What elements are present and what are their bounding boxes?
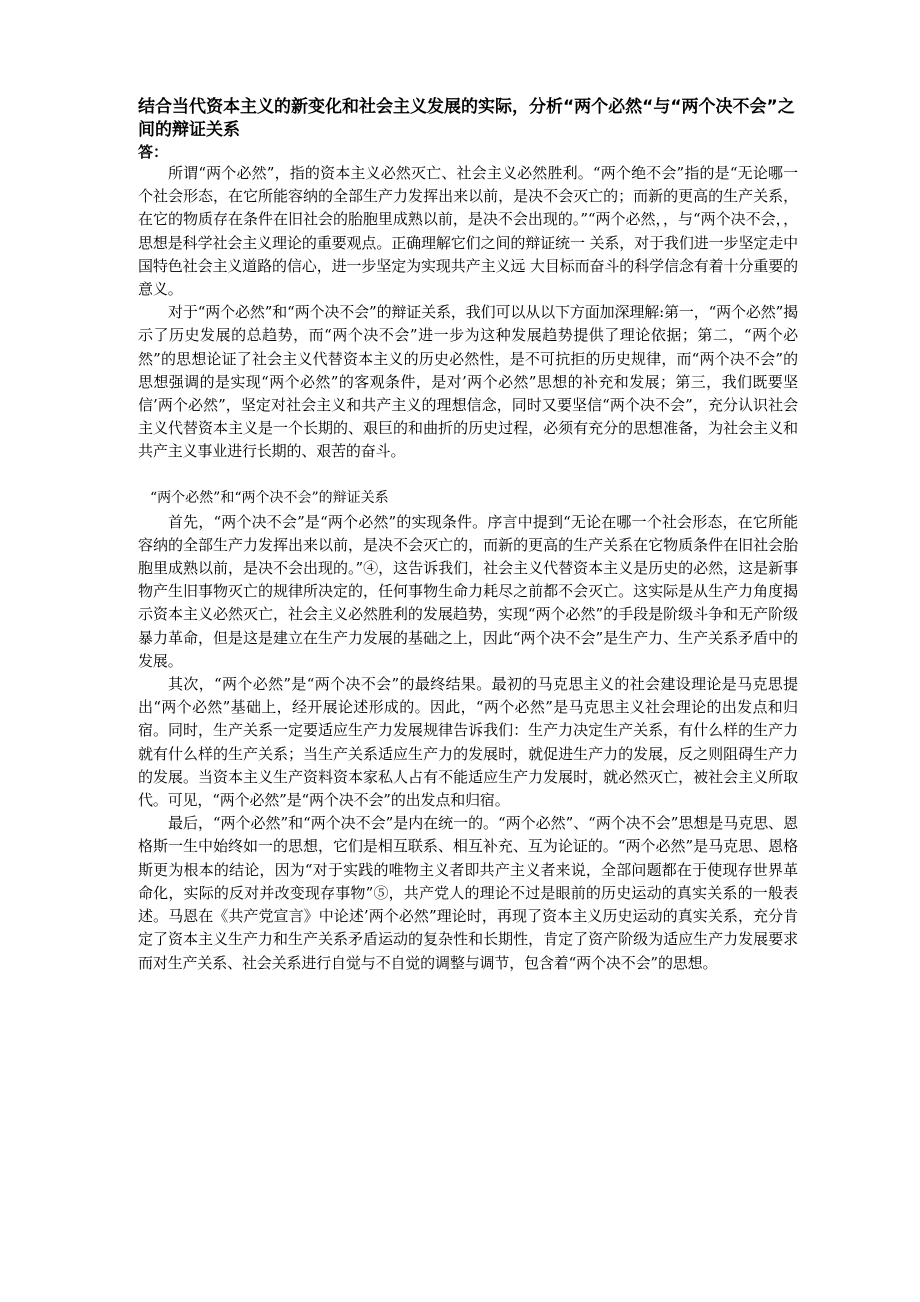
section-gap bbox=[138, 464, 798, 487]
answer-paragraph-2: 对于“两个必然”和“两个决不会”的辩证关系，我们可以从以下方面加深理解:第一，“两个必然”揭示了历史发展的总趋势，而“两个决不会”进一步为这种发展趋势提供了理论依据；第二，“两个必然”的思想论证了社会主义代替资本主义的历史必然性，是不可抗拒的历史规律，而“两个决不会”的思想强调的是实现“两个必然”的客观条件，是对’两个必然”思想的补充和发展；第三，我们既要坚信’两个必然”，坚定对社会主义和共产主义的理想信念，同时又要坚信“两个决不会”，充分认识社会主义代替资本主义是一个长期的、艰巨的和曲折的历史过程，必须有充分的思想准备，为社会主义和共产主义事业进行长期的、艰苦的奋斗。 bbox=[138, 303, 798, 461]
section-paragraph-1: 首先，“两个决不会”是“两个必然”的实现条件。序言中提到“无论在哪一个社会形态，在它所能容纳的全部生产力发挥出来以前，是决不会灭亡的，而新的更高的生产关系在它物质条件在旧社会胎胞里成熟以前，是决不会出现的。”④，这告诉我们，社会主义代替资本主义是历史的必然，这是新事物产生旧事物灭亡的规律所决定的，任何事物生命力耗尽之前都不会灭亡。这实际是从生产力角度揭示资本主义必然灭亡，社会主义必然胜利的发展趋势，实现“两个必然”的手段是阶级斗争和无产阶级暴力革命，但是这是建立在生产力发展的基础之上，因此“两个决不会”是生产力、生产关系矛盾中的发展。 bbox=[138, 512, 798, 670]
section-paragraph-2: 其次，“两个必然”是“两个决不会”的最终结果。最初的马克思主义的社会建设理论是马克思提出“两个必然”基础上，经开展论述形成的。因此，“两个必然”是马克思主义社会理论的出发点和归宿。同时，生产关系一定要适应生产力发展规律告诉我们：生产力决定生产关系，有什么样的生产力就有什么样的生产关系；当生产关系适应生产力的发展时，就促进生产力的发展，反之则阻碍生产力的发展。当资本主义生产资料资本家私人占有不能适应生产力发展时，就必然灭亡，被社会主义所取代。可见，“两个必然”是“两个决不会”的出发点和归宿。 bbox=[138, 675, 798, 810]
section-paragraph-3: 最后，“两个必然”和“两个决不会”是内在统一的。“两个必然”、“两个决不会”思想是马克思、恩格斯一生中始终如一的思想，它们是相互联系、相互补充、互为论证的。“两个必然”是马克思、恩格斯更为根本的结论，因为“对于实践的唯物主义者即共产主义者来说，全部问题都在于使现存世界革命化，实际的反对并改变现存事物”⑤，共产党人的理论不过是眼前的历史运动的真实关系的一般表述。马恩在《共产党宣言》中论述’两个必然”理论时，再现了资本主义历史运动的真实关系，充分肯定了资本主义生产力和生产关系矛盾运动的复杂性和长期性，肯定了资产阶级为适应生产力发展要求而对生产关系、社会关系进行自觉与不自觉的调整与调节，包含着“两个决不会”的思想。 bbox=[138, 814, 798, 972]
question-title: 结合当代资本主义的新变化和社会主义发展的实际，分析“两个必然“与“两个决不会”之间的辩证关系 bbox=[138, 97, 795, 140]
answer-paragraph-1: 所谓“两个必然”，指的资本主义必然灭亡、社会主义必然胜利。“两个绝不会”指的是“无论哪一个社会形态，在它所能容纳的全部生产力发挥出来以前，是决不会灭亡的；而新的更高的生产关系，在它的物质存在条件在旧社会的胎胞里成熟以前，是决不会出现的。”“两个必然，，与“两个决不会，，思想是科学社会主义理论的重要观点。正确理解它们之间的辩证统一 关系，对于我们进一步坚定走中国特色社会主义道路的信心，进一步坚定为实现共产主义远 大目标而奋斗的科学信念有着十分重要的意义。 bbox=[138, 164, 798, 299]
document-page bbox=[138, 96, 798, 975]
answer-label: 答： bbox=[138, 143, 169, 161]
section-heading: “两个必然”和“两个决不会”的辩证关系 bbox=[150, 489, 389, 506]
